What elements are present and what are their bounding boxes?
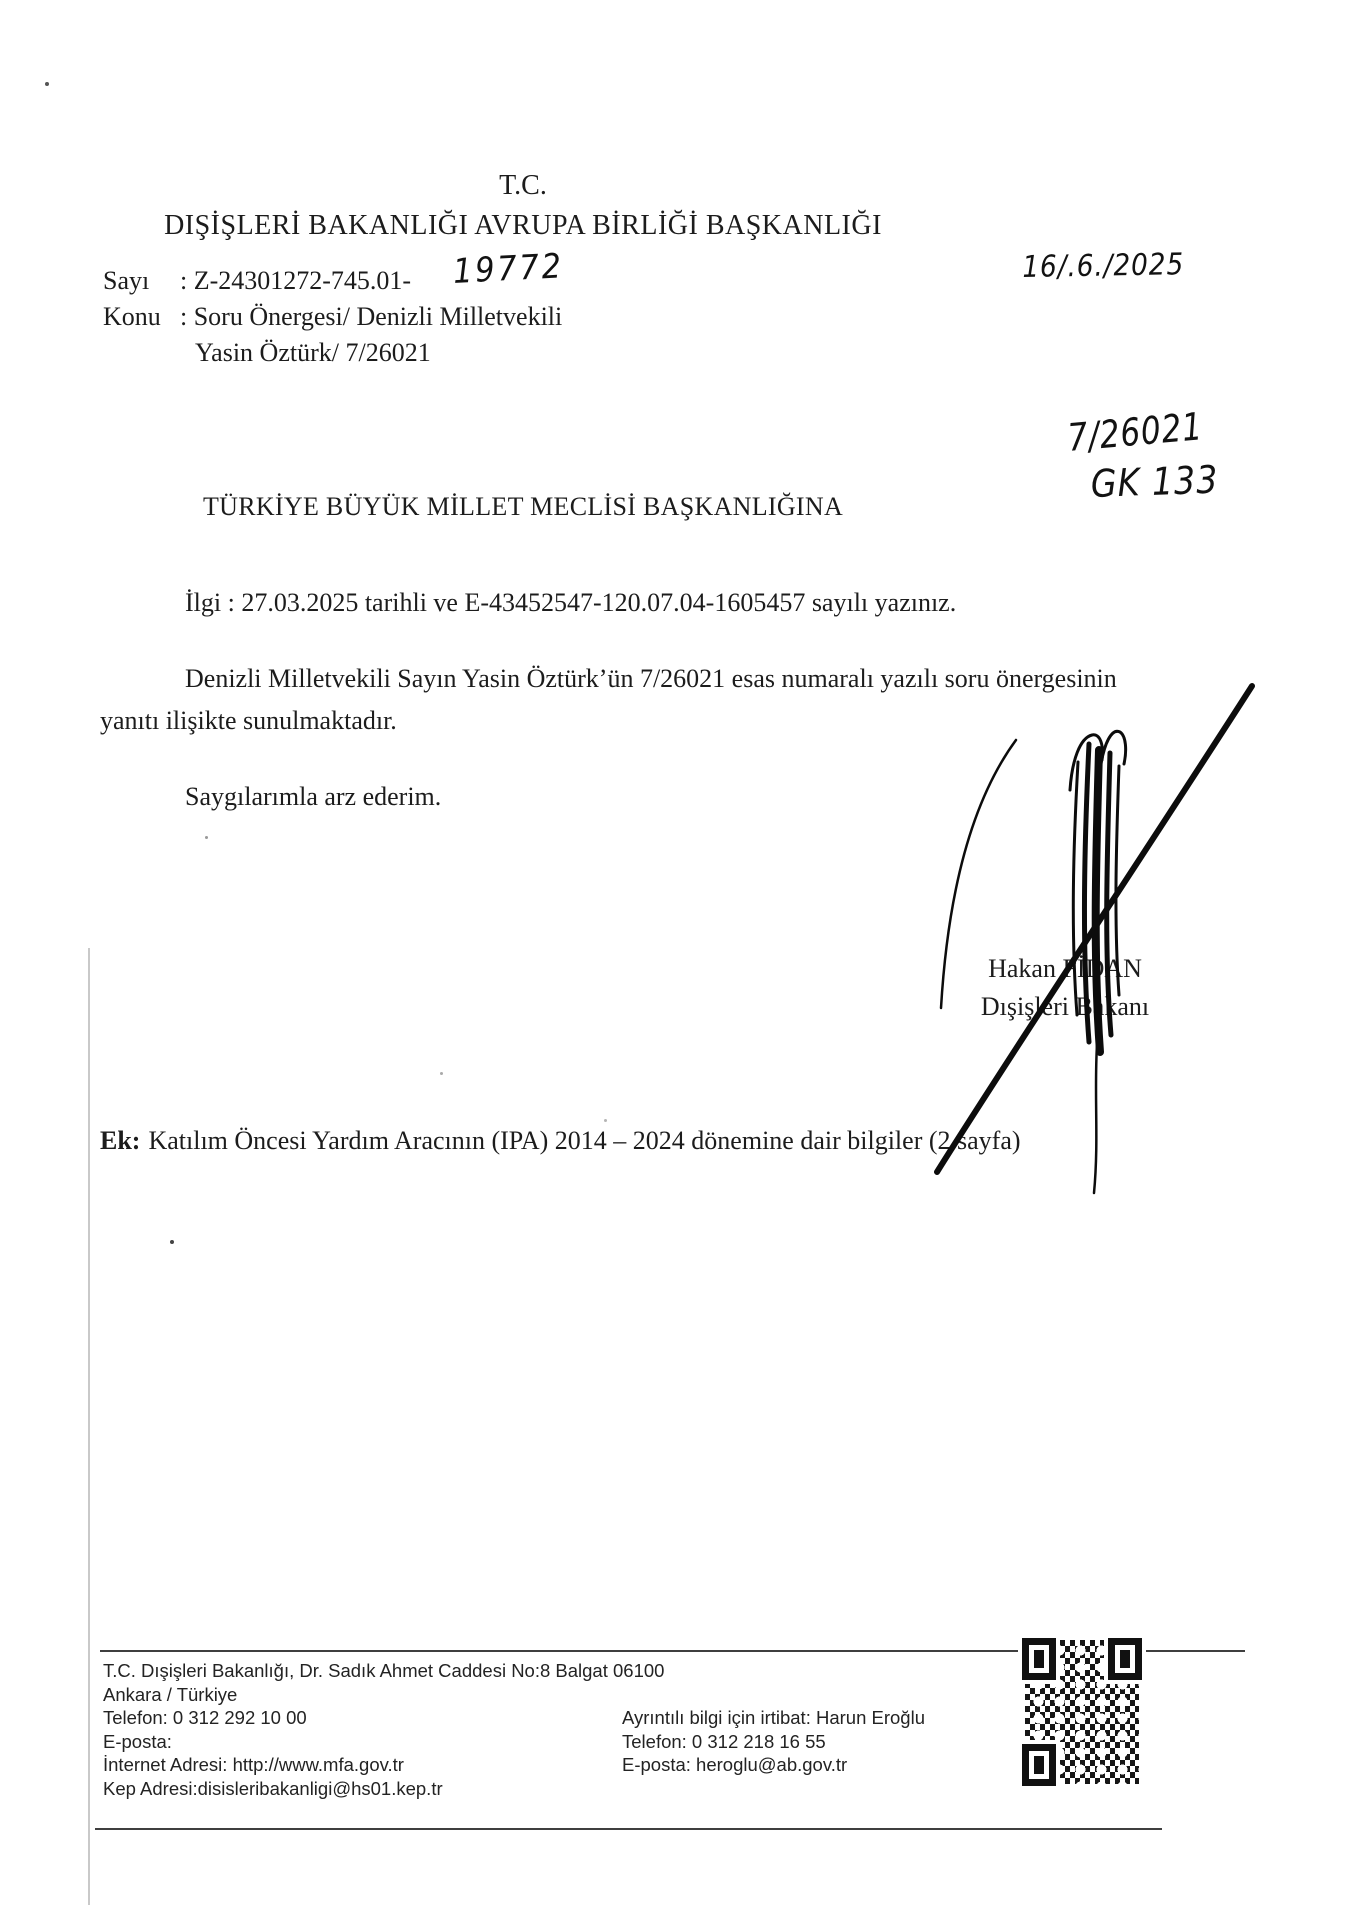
- recipient-line: TÜRKİYE BÜYÜK MİLLET MECLİSİ BAŞKANLIĞINA: [202, 492, 844, 521]
- body-paragraph-line1: Denizli Milletvekili Sayın Yasin Öztürk’ün 7/26021 esas numaralı yazılı soru önergesinin: [185, 664, 1117, 693]
- scan-speck: [170, 1240, 174, 1244]
- footer-address-line: Telefon: 0 312 292 10 00: [103, 1707, 307, 1728]
- konu-value-line1: : Soru Önergesi/ Denizli Milletvekili: [180, 302, 563, 331]
- qr-finder-top-right: [1108, 1638, 1142, 1680]
- qr-finder-bottom-left: [1022, 1744, 1056, 1786]
- handwritten-gk-note: GK 133: [1090, 457, 1220, 506]
- footer-address-line: Kep Adresi:disisleribakanligi@hs01.kep.tr: [103, 1777, 443, 1799]
- konu-value-line2: Yasin Öztürk/ 7/26021: [195, 338, 431, 367]
- signature-block: [905, 950, 1225, 1026]
- konu-label: Konu: [103, 302, 161, 331]
- qr-finder-top-left: [1022, 1638, 1056, 1680]
- handwritten-date: 16/.6./2025: [1022, 247, 1185, 285]
- attachment-text: Katılım Öncesi Yardım Aracının (IPA) 2014 – 2024 dönemine dair bilgiler (2 sayfa): [148, 1126, 1021, 1155]
- letterhead-state: T.C.: [499, 170, 547, 201]
- footer-address-line: Ankara / Türkiye: [103, 1683, 238, 1705]
- body-paragraph-line2: yanıtı ilişikte sunulmaktadır.: [100, 706, 397, 735]
- footer-address-line: İnternet Adresi: http://www.mfa.gov.tr: [103, 1754, 404, 1775]
- reference-line: İlgi : 27.03.2025 tarihli ve E-43452547-120.07.04-1605457 sayılı yazınız.: [185, 588, 957, 617]
- signer-title: Dışişleri Bakanı: [980, 992, 1150, 1021]
- handwritten-case-number: 7/26021: [1066, 404, 1205, 460]
- footer-contact-block: [622, 1706, 925, 1777]
- scan-speck: [45, 82, 49, 86]
- scan-speck: [604, 1119, 607, 1122]
- footer-address-line: E-posta:: [103, 1730, 172, 1752]
- letterhead-ministry: DIŞİŞLERİ BAKANLIĞI AVRUPA BİRLİĞİ BAŞKANLIĞI: [164, 210, 882, 241]
- footer-address-block: [103, 1659, 664, 1800]
- attachment-line: [100, 1126, 1021, 1156]
- scan-edge-line: [88, 948, 90, 1905]
- closing-line: Saygılarımla arz ederim.: [185, 782, 442, 811]
- footer-address-line: T.C. Dışişleri Bakanlığı, Dr. Sadık Ahmet Caddesi No:8 Balgat 06100: [103, 1660, 665, 1681]
- signer-name: Hakan FİDAN: [988, 954, 1142, 983]
- footer-contact-line: Ayrıntılı bilgi için irtibat: Harun Eroğlu: [622, 1707, 925, 1728]
- footer-contact-line: Telefon: 0 312 218 16 55: [622, 1730, 826, 1752]
- footer-contact-line: E-posta: heroglu@ab.gov.tr: [622, 1754, 848, 1775]
- qr-code: [1018, 1633, 1146, 1791]
- scan-speck: [440, 1072, 443, 1075]
- sayi-value: : Z-24301272-745.01-: [180, 266, 412, 295]
- attachment-label: Ek:: [100, 1126, 141, 1155]
- scan-speck: [205, 836, 208, 839]
- sayi-label: Sayı: [103, 266, 150, 295]
- sayi-handwritten-number: 19772: [452, 246, 565, 292]
- footer-bottom-rule: [95, 1828, 1162, 1830]
